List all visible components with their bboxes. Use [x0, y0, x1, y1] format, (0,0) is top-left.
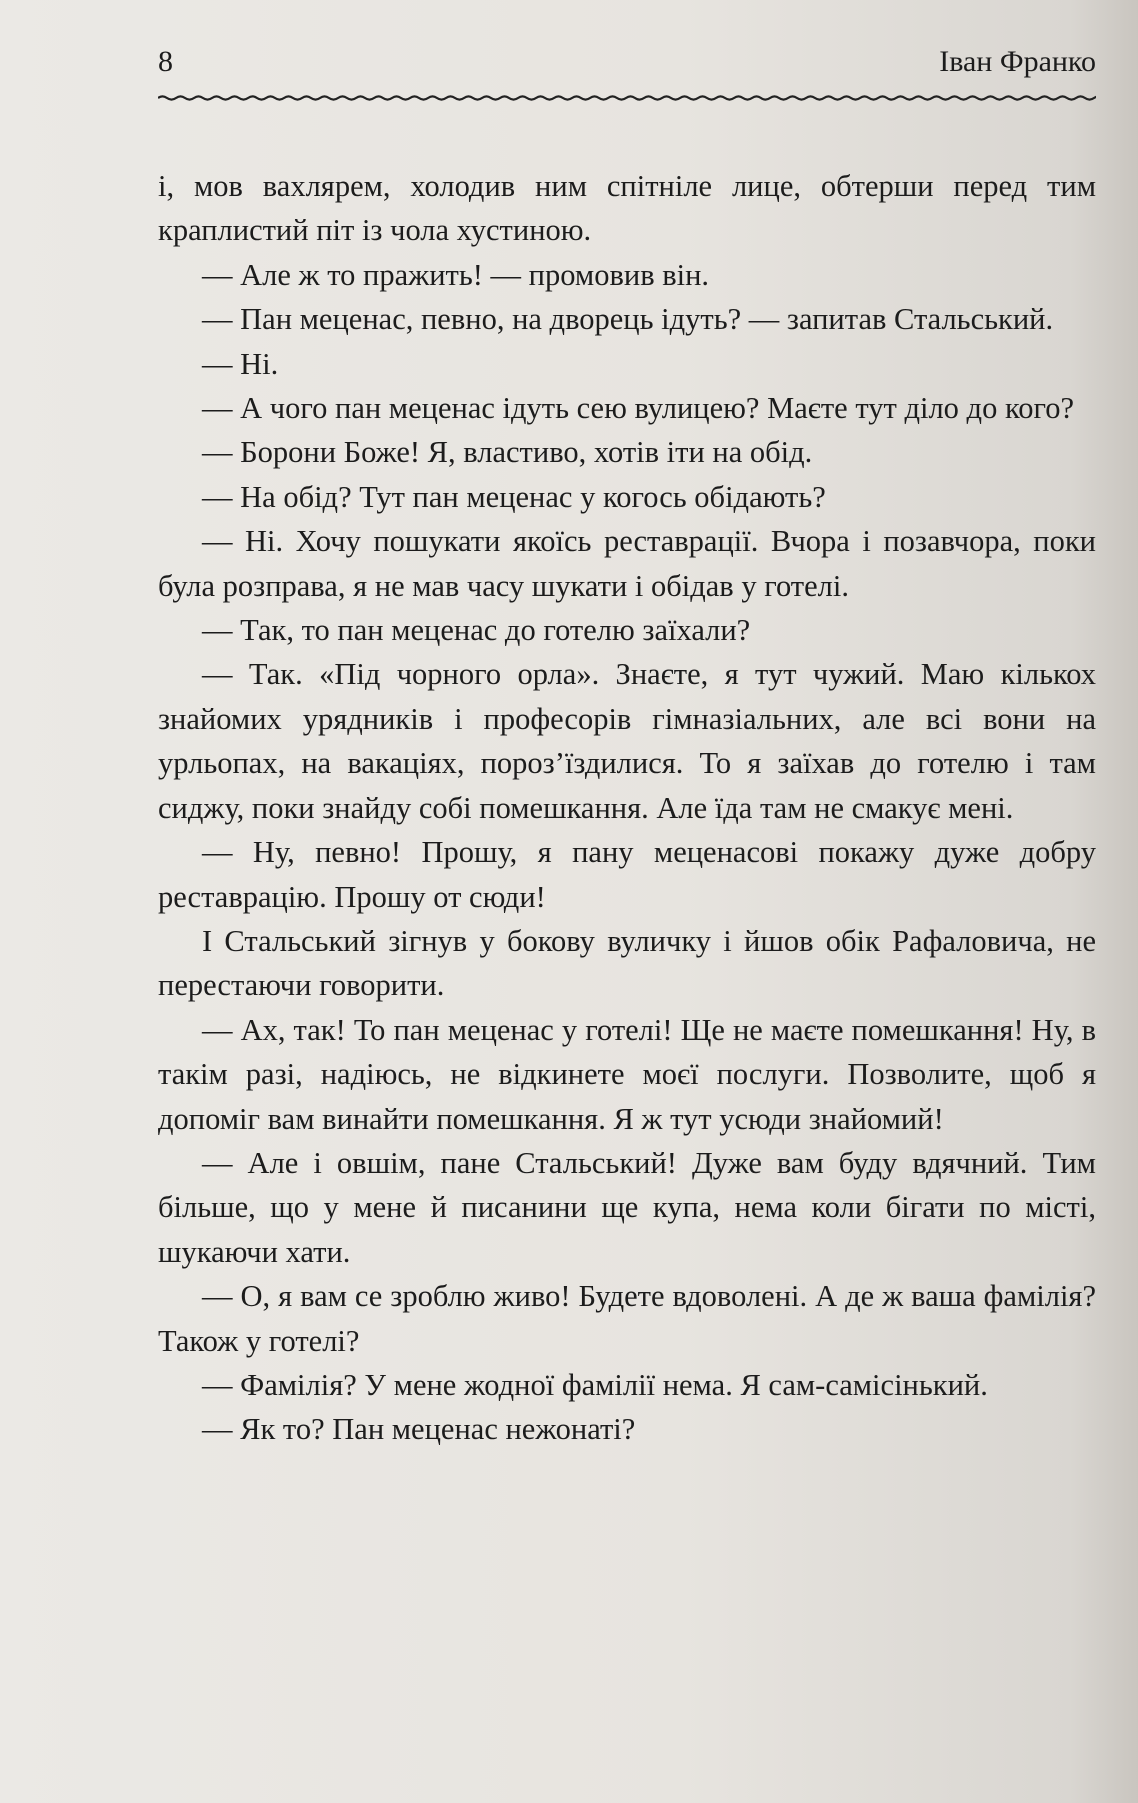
- paragraph-7: — На обід? Тут пан меценас у когось обідають?: [202, 479, 826, 514]
- paragraph-6: — Борони Боже! Я, властиво, хотів іти на обід.: [202, 435, 813, 470]
- page-number: 8: [158, 45, 173, 78]
- paragraph-11: — Ну, певно! Прошу, я пану меценасові покажу дуже добру реставрацію. Прошу от сюди!: [158, 835, 1096, 914]
- paragraph-2: — Але ж то пражить! — промовив він.: [202, 257, 710, 292]
- paragraph-1: і, мов вахлярем, холодив ним спітніле лице, обтерши перед тим краплистий піт із чола хустиною.: [158, 169, 1096, 248]
- page-header: [158, 38, 1096, 88]
- paragraph-16: — Фамілія? У мене жодної фамілії нема. Я сам-самісінький.: [202, 1367, 988, 1402]
- paragraph-15: — О, я вам се зроблю живо! Будете вдоволені. А де ж ваша фамілія? Також у готелі?: [158, 1279, 1096, 1358]
- running-title: Іван Франко: [939, 45, 1096, 78]
- paragraph-14: — Але і овшім, пане Стальський! Дуже вам буду вдячний. Тим більше, що у мене й писанини ще купа, нема коли бігати по місті, шукаючи хати.: [158, 1145, 1096, 1269]
- paragraph-9: — Так, то пан меценас до готелю заїхали?: [202, 613, 751, 648]
- paragraph-17: — Як то? Пан меценас нежонаті?: [202, 1412, 636, 1447]
- wavy-divider-ornament: [158, 90, 1096, 106]
- paragraph-5: — А чого пан меценас ідуть сею вулицею? Маєте тут діло до кого?: [202, 391, 1075, 426]
- paragraph-8: — Ні. Хочу пошукати якоїсь реставрації. Вчора і позавчора, поки була розправа, я не мав часу шукати і обідав у готелі.: [158, 524, 1096, 603]
- paragraph-13: — Ах, так! То пан меценас у готелі! Ще не маєте помешкання! Ну, в такім разі, надіюсь, не відкинете моєї послуги. Позволите, щоб я допоміг вам винайти помешкання. Я ж тут усюди знайомий!: [158, 1012, 1096, 1136]
- paragraph-10: — Так. «Під чорного орла». Знаєте, я тут чужий. Маю кількох знайомих урядників і професорів гімназіальних, але всі вони на урльопах, на вакаціях, пороз’їздилися. То я заїхав до готелю і там сиджу, поки знайду собі помешкання. Але їда там не смакує мені.: [158, 657, 1096, 825]
- body-text: [158, 164, 1096, 1452]
- paragraph-3: — Пан меценас, певно, на дворець ідуть? — запитав Стальський.: [202, 302, 1054, 337]
- paragraph-12: І Стальський зігнув у бокову вуличку і йшов обік Рафаловича, не перестаючи говорити.: [158, 923, 1096, 1003]
- paragraph-4: — Ні.: [202, 346, 279, 381]
